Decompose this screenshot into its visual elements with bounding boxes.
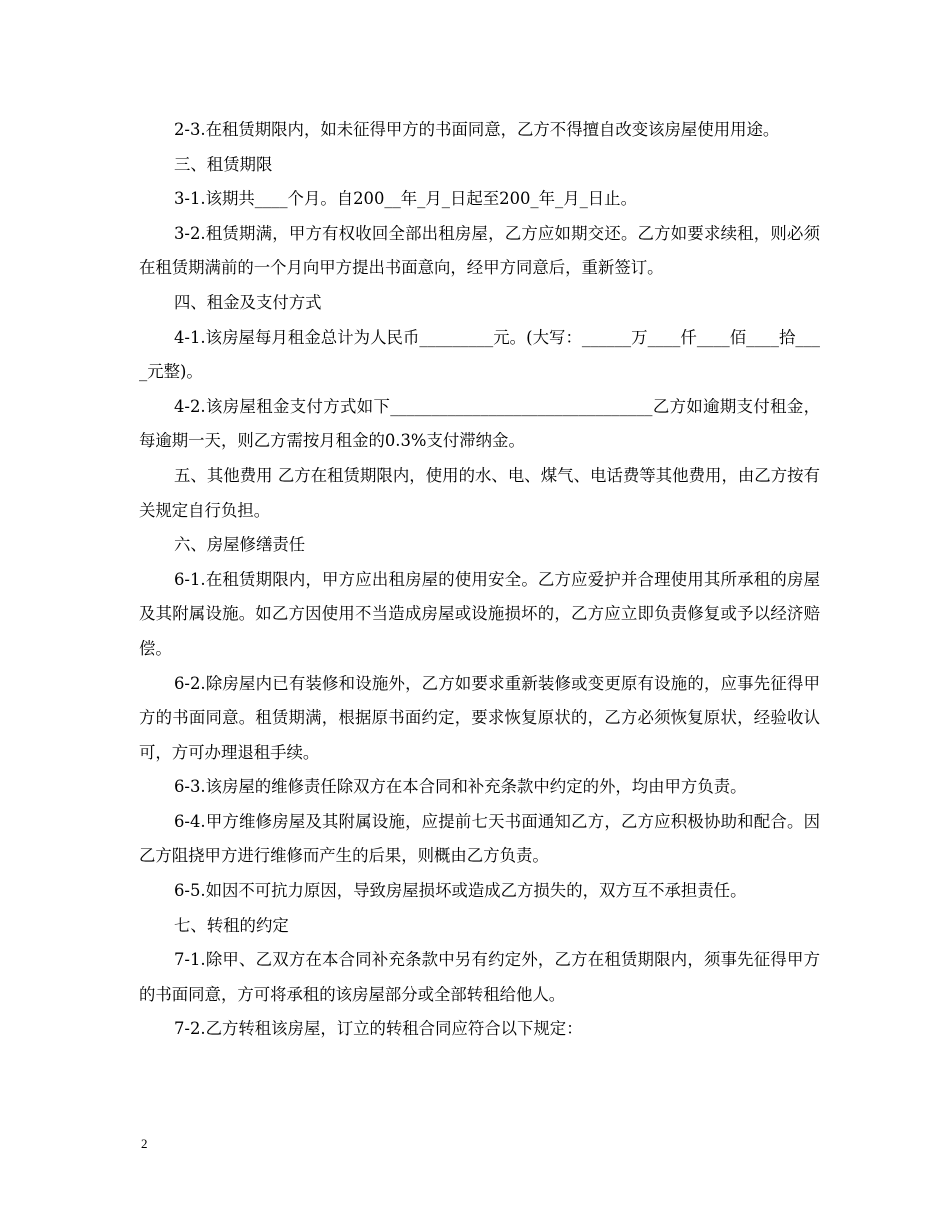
clause-3-1: 3-1.该期共____个月。自200__年_月_日起至200_年_月_日止。	[174, 189, 637, 209]
clause-7-1: 7-1.除甲、乙双方在本合同补充条款中另有约定外，乙方在租赁期限内，须事先征得甲方的书面同意，方可将承租的该房屋部分或全部转租给他人。	[139, 950, 820, 1004]
clause-2-3: 2-3.在租赁期限内，如未征得甲方的书面同意，乙方不得擅自改变该房屋使用用途。	[174, 120, 780, 139]
section-heading-sublease: 七、转租的约定	[174, 915, 289, 935]
clause-6-5: 6-5.如因不可抗力原因，导致房屋损坏或造成乙方损失的，双方互不承担责任。	[174, 881, 747, 901]
document-body	[139, 113, 820, 1047]
clause-7-2: 7-2.乙方转租该房屋，订立的转租合同应符合以下规定：	[174, 1019, 583, 1039]
section-heading-rent-payment: 四、租金及支付方式	[174, 292, 322, 312]
clause-6-4: 6-4.甲方维修房屋及其附属设施，应提前七天书面通知乙方，乙方应积极协助和配合。因乙方阻挠甲方进行维修而产生的后果，则概由乙方负责。	[139, 811, 820, 866]
section-heading-lease-term: 三、租赁期限	[174, 154, 273, 174]
clause-6-2: 6-2.除房屋内已有装修和设施外，乙方如要求重新装修或变更原有设施的，应事先征得甲方的书面同意。租赁期满，根据原书面约定，要求恢复原状的，乙方必须恢复原状，经验收认可，方可办理退租手续。	[139, 673, 820, 762]
clause-4-2: 4-2.该房屋租金支付方式如下________________________________乙方如逾期支付租金，每逾期一天，则乙方需按月租金的0.3%支付滞纳金。	[139, 396, 820, 451]
clause-6-3: 6-3.该房屋的维修责任除双方在本合同和补充条款中约定的外，均由甲方负责。	[174, 777, 747, 797]
section-heading-repair: 六、房屋修缮责任	[174, 535, 306, 555]
clause-4-1: 4-1.该房屋每月租金总计为人民币_________元。(大写：______万____仟____佰____拾____元整)。	[139, 327, 820, 382]
page-number: 2	[141, 1136, 148, 1151]
clause-6-1: 6-1.在租赁期限内，甲方应出租房屋的使用安全。乙方应爱护并合理使用其所承租的房屋及其附属设施。如乙方因使用不当造成房屋或设施损坏的，乙方应立即负责修复或予以经济赔偿。	[139, 569, 820, 658]
section-other-fees: 五、其他费用 乙方在租赁期限内，使用的水、电、煤气、电话费等其他费用，由乙方按有关规定自行负担。	[139, 465, 820, 520]
clause-3-2: 3-2.租赁期满，甲方有权收回全部出租房屋，乙方应如期交还。乙方如要求续租，则必须在租赁期满前的一个月向甲方提出书面意向，经甲方同意后，重新签订。	[139, 223, 820, 278]
